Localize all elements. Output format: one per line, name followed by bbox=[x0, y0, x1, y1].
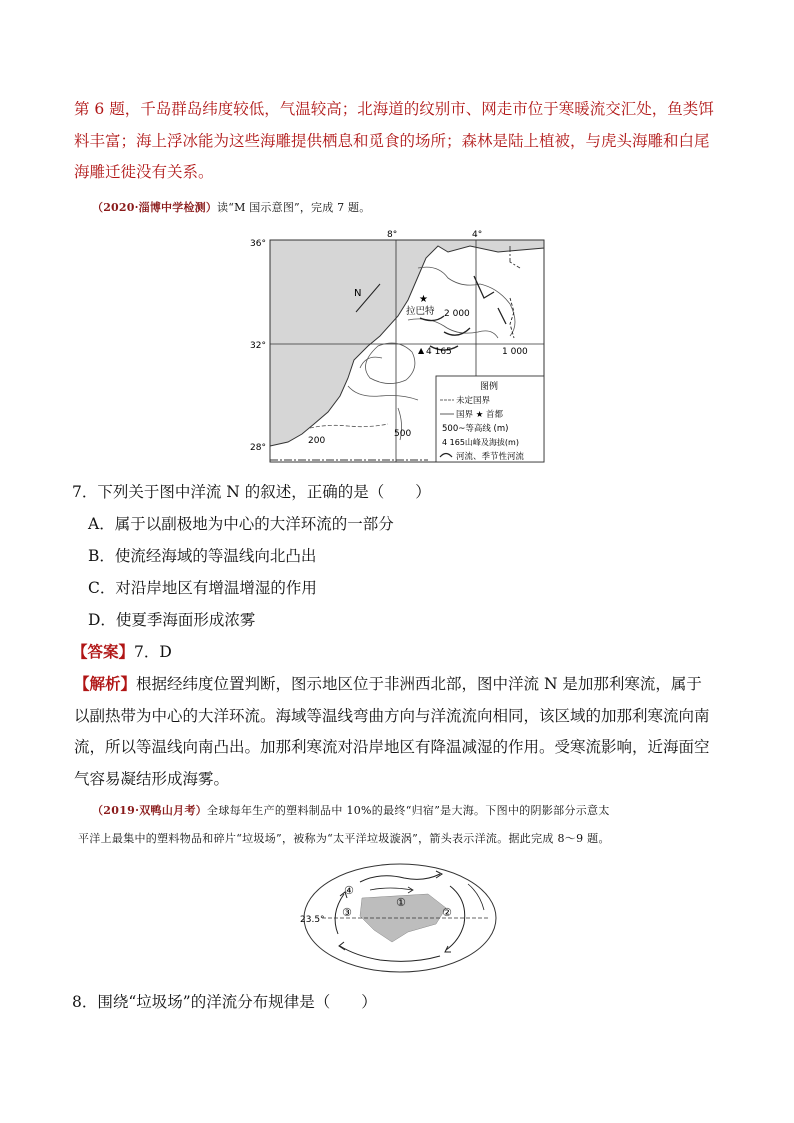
lat-label-36: 36° bbox=[250, 239, 266, 249]
lat-label-32: 32° bbox=[250, 341, 266, 351]
explanation-q6-line1: 第 6 题，千岛群岛纬度较低，气温较高；北海道的纹别市、网走市位于寒暖流交汇处，鱼类饵 bbox=[74, 100, 714, 118]
marker-1: ① bbox=[396, 896, 406, 909]
q7-option-b: B．使流经海域的等温线向北凸出 bbox=[88, 547, 317, 565]
q7-source: （2020·淄博中学检测） bbox=[92, 201, 218, 214]
tropic-label: 23.5° bbox=[300, 915, 325, 925]
analysis-line2: 以副热带为中心的大洋环流。海域等温线弯曲方向与洋流流向相同，该区域的加那利寒流向南 bbox=[74, 706, 710, 725]
legend-item-contour: 500~等高线 (m) bbox=[442, 424, 509, 434]
q7-intro-text: 读“M 国示意图”，完成 7 题。 bbox=[217, 201, 371, 214]
q7-stem: 7．下列关于图中洋流 N 的叙述，正确的是（ ） bbox=[72, 483, 431, 501]
q89-intro-line1: 全球每年生产的塑料制品中 10%的最终“归宿”是大海。下图中的阴影部分示意太 bbox=[207, 804, 610, 817]
legend-item-undefined-border: 未定国界 bbox=[456, 396, 491, 406]
contour-label-2000: 2 000 bbox=[444, 309, 470, 319]
m-country-map bbox=[248, 228, 548, 468]
q7-option-a: A．属于以副极地为中心的大洋环流的一部分 bbox=[88, 515, 394, 533]
q89-intro bbox=[78, 797, 728, 853]
marker-2: ② bbox=[442, 906, 452, 919]
current-n-label: N bbox=[354, 288, 362, 299]
lon-label-8: 8° bbox=[387, 230, 398, 240]
capital-label: 拉巴特 bbox=[406, 306, 435, 317]
contour-label-200: 200 bbox=[308, 436, 326, 446]
marker-3: ③ bbox=[342, 906, 352, 919]
peak-icon: ▲ bbox=[418, 346, 425, 355]
explanation-q6 bbox=[74, 94, 724, 189]
analysis-tag: 【解析】 bbox=[74, 674, 137, 693]
lon-label-4: 4° bbox=[472, 230, 483, 240]
legend-item-border-capital: 国界 ★ 首都 bbox=[456, 410, 504, 420]
legend-item-peak: 4 165山峰及海拔(m) bbox=[442, 438, 519, 447]
marker-4: ④ bbox=[344, 884, 354, 897]
contour-label-500: 500 bbox=[394, 429, 412, 439]
q8-stem: 8．围绕“垃圾场”的洋流分布规律是（ ） bbox=[72, 993, 377, 1011]
lat-label-28: 28° bbox=[250, 443, 266, 453]
explanation-q6-line2: 料丰富；海上浮冰能为这些海雕提供栖息和觅食的场所；森林是陆上植被，与虎头海雕和白尾 bbox=[74, 131, 710, 150]
q89-intro-line2: 平洋上最集中的塑料物品和碎片“垃圾场”，被称为“太平洋垃圾漩涡”，箭头表示洋流。据此完成 8～9 题。 bbox=[78, 832, 610, 845]
analysis-line3: 流，所以等温线向南凸出。加那利寒流对沿岸地区有降温减湿的作用。受寒流影响，近海面空 bbox=[74, 738, 710, 756]
analysis-line4: 气容易凝结形成海雾。 bbox=[74, 769, 230, 788]
q7-option-d: D．使夏季海面形成浓雾 bbox=[88, 611, 256, 629]
answer-line bbox=[72, 642, 172, 662]
legend-item-river: 河流、季节性河流 bbox=[456, 452, 525, 462]
pacific-gyre-map bbox=[300, 860, 500, 978]
explanation-q6-line3: 海雕迁徙没有关系。 bbox=[74, 163, 214, 181]
contour-label-1000: 1 000 bbox=[502, 347, 528, 357]
q89-source: （2019·双鸭山月考） bbox=[92, 804, 208, 817]
analysis-block bbox=[74, 668, 724, 795]
answer-tag: 【答案】 bbox=[72, 642, 135, 661]
analysis-line1: 【解析】根据经纬度位置判断，图示地区位于非洲西北部，图中洋流 N 是加那利寒流，属于 bbox=[74, 674, 702, 693]
q7-intro bbox=[92, 199, 370, 215]
peak-label: 4 165 bbox=[426, 347, 452, 357]
answer-text: 7．D bbox=[134, 643, 172, 661]
capital-star-icon: ★ bbox=[419, 294, 428, 305]
q7-option-c: C．对沿岸地区有增温增湿的作用 bbox=[88, 579, 317, 597]
legend-title: 图例 bbox=[480, 382, 499, 392]
